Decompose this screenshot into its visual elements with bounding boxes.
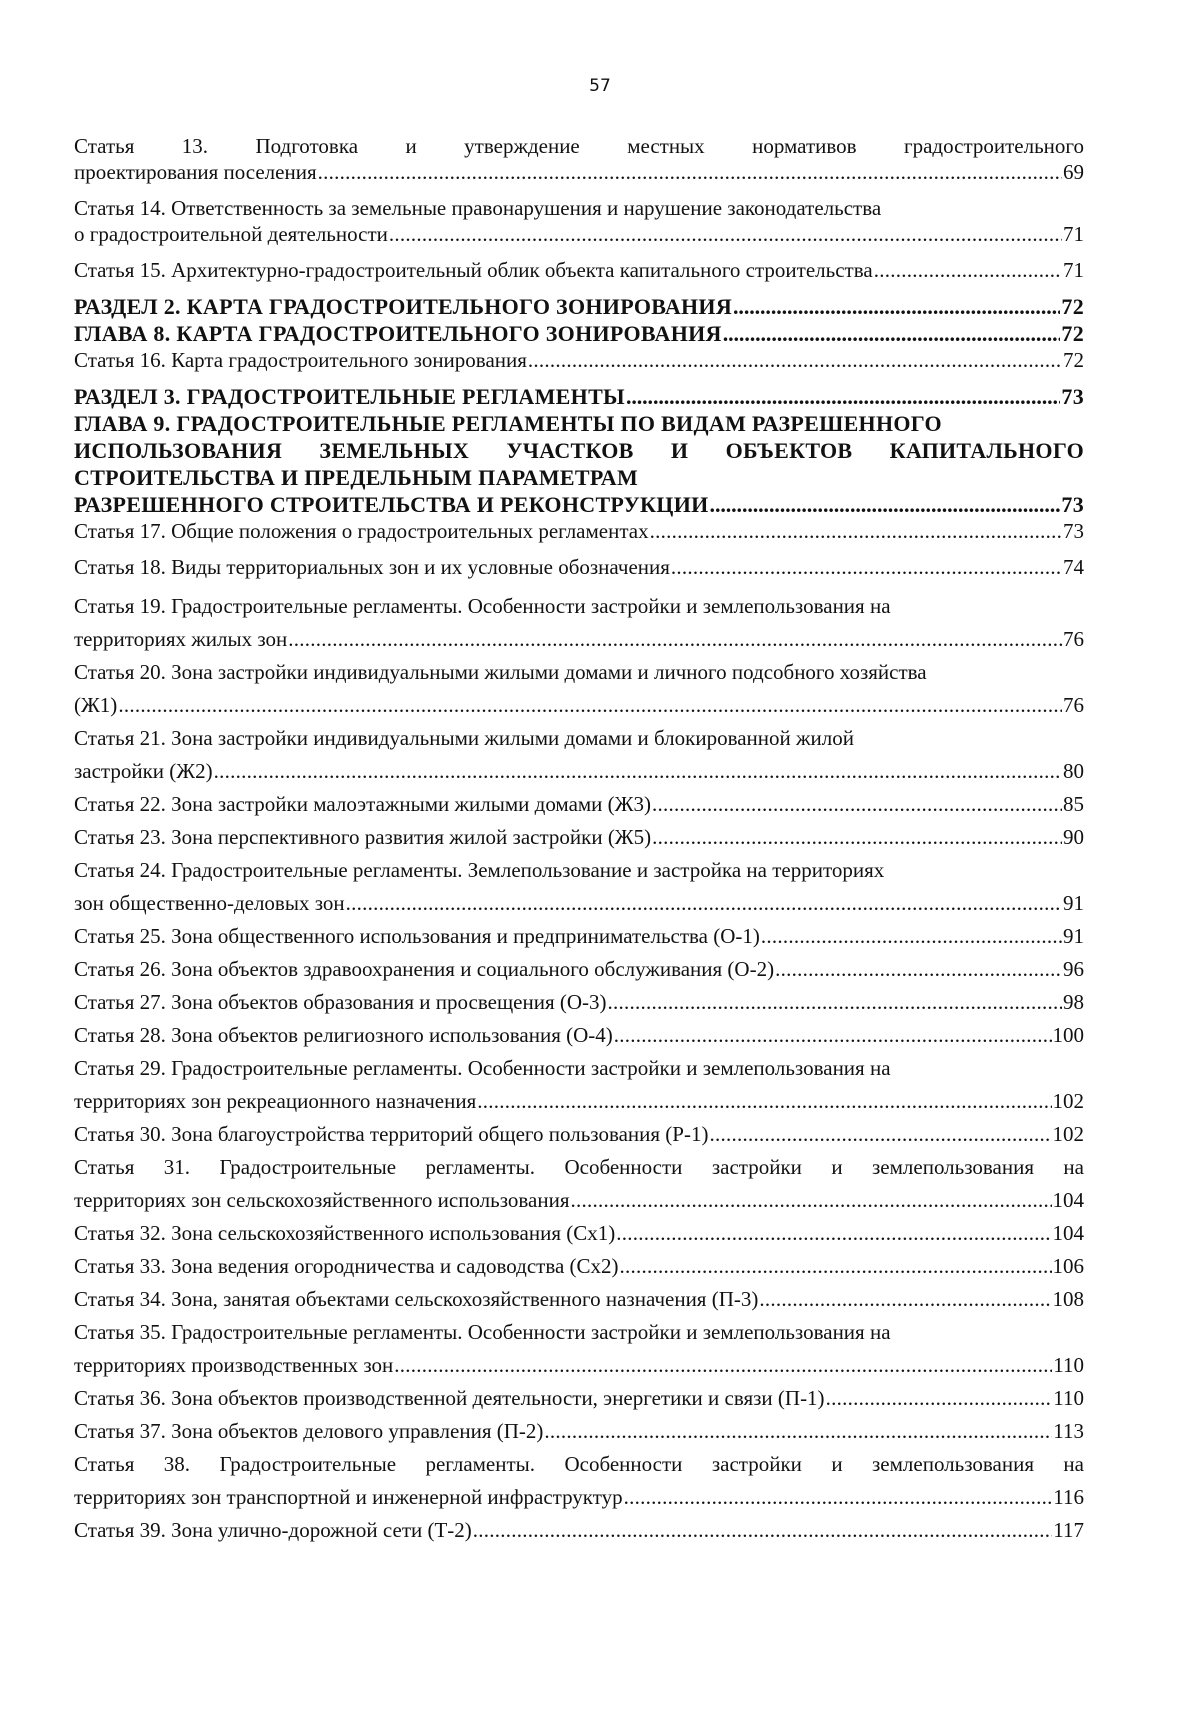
- toc-entry-title: застройки (Ж2): [74, 759, 213, 783]
- toc-entry-title-line: Статья 35. Градостроительные регламенты. Особенности застройки и землепользования на: [74, 1320, 891, 1344]
- toc-entry[interactable]: [74, 518, 1084, 544]
- toc-entry-title: Статья 33. Зона ведения огородничества и садоводства (Сх2): [74, 1254, 619, 1278]
- dot-leader: [346, 887, 1062, 920]
- toc-entry-title-line: Статья 21. Зона застройки индивидуальными жилыми домами и блокированной жилой: [74, 726, 854, 750]
- toc-entry-title: Статья 23. Зона перспективного развития жилой застройки (Ж5): [74, 825, 652, 849]
- toc-entry[interactable]: [74, 195, 1084, 247]
- toc-entry[interactable]: [74, 1415, 1084, 1448]
- toc-page-number: 108: [1052, 1287, 1084, 1311]
- table-of-contents: [74, 133, 1084, 1547]
- toc-entry-title-line: Статья 38. Градостроительные регламенты. Особенности застройки и землепользования на: [74, 1452, 1084, 1476]
- toc-entry-title-line: Статья 24. Градостроительные регламенты. Землепользование и застройка на территориях: [74, 858, 885, 882]
- toc-entry-title: Статья 15. Архитектурно-градостроительный облик объекта капитального строительства: [74, 258, 873, 282]
- toc-entry-title-line: Статья 29. Градостроительные регламенты. Особенности застройки и землепользования на: [74, 1056, 891, 1080]
- toc-entry[interactable]: [74, 722, 1084, 788]
- toc-entry[interactable]: [74, 1250, 1084, 1283]
- toc-entry[interactable]: [74, 1019, 1084, 1052]
- dot-leader: [571, 1184, 1052, 1217]
- dot-leader: [775, 953, 1062, 986]
- toc-entry-title: Статья 34. Зона, занятая объектами сельскохозяйственного назначения (П-3): [74, 1287, 759, 1311]
- dot-leader: [671, 554, 1062, 580]
- toc-entry-title-line: Статья 31. Градостроительные регламенты. Особенности застройки и землепользования на: [74, 1155, 1084, 1179]
- toc-page-number: 110: [1053, 1386, 1084, 1410]
- dot-leader: [473, 1514, 1052, 1547]
- toc-entry-title: Статья 25. Зона общественного использования и предпринимательства (О-1): [74, 924, 760, 948]
- toc-entry[interactable]: [74, 953, 1084, 986]
- dot-leader: [477, 1085, 1051, 1118]
- toc-page-number: 76: [1063, 693, 1084, 717]
- page-number: 57: [589, 76, 611, 96]
- toc-entry-title: зон общественно-деловых зон: [74, 891, 345, 915]
- toc-section-heading[interactable]: [74, 383, 1084, 410]
- dot-leader: [318, 159, 1062, 185]
- toc-entry[interactable]: [74, 590, 1084, 656]
- toc-page-number: 73: [1061, 384, 1084, 409]
- dot-leader: [723, 320, 1061, 347]
- toc-articles-block: [74, 590, 1084, 1547]
- toc-entry-title: Статья 39. Зона улично-дорожной сети (Т-2): [74, 1518, 472, 1542]
- dot-leader: [759, 1283, 1051, 1316]
- toc-entry-title: проектирования поселения: [74, 160, 317, 184]
- toc-entry[interactable]: [74, 1382, 1084, 1415]
- toc-entry[interactable]: [74, 788, 1084, 821]
- dot-leader: [389, 221, 1062, 247]
- toc-page-number: 104: [1052, 1188, 1084, 1212]
- toc-page-number: 73: [1063, 519, 1084, 543]
- toc-page-number: 71: [1063, 258, 1084, 282]
- toc-page-number: 71: [1063, 222, 1084, 246]
- toc-entry-title: Статья 17. Общие положения о градостроительных регламентах: [74, 519, 649, 543]
- toc-entry[interactable]: [74, 1217, 1084, 1250]
- toc-entry[interactable]: [74, 656, 1084, 722]
- dot-leader: [874, 257, 1062, 283]
- dot-leader: [761, 920, 1062, 953]
- dot-leader: [118, 689, 1062, 722]
- toc-page-number: 72: [1061, 294, 1084, 319]
- toc-entry-title: Статья 36. Зона объектов производственной деятельности, энергетики и связи (П-1): [74, 1386, 825, 1410]
- dot-leader: [652, 788, 1062, 821]
- toc-entry[interactable]: [74, 1118, 1084, 1151]
- toc-page-number: 113: [1053, 1419, 1084, 1443]
- dot-leader: [710, 491, 1061, 518]
- dot-leader: [626, 383, 1060, 410]
- toc-page-number: 117: [1053, 1518, 1084, 1542]
- toc-entry-title-line: Статья 19. Градостроительные регламенты. Особенности застройки и землепользования на: [74, 594, 891, 618]
- toc-page-number: 76: [1063, 627, 1084, 651]
- toc-entry-title: территориях зон рекреационного назначения: [74, 1089, 477, 1113]
- toc-page-number: 102: [1052, 1089, 1084, 1113]
- dot-leader: [214, 755, 1062, 788]
- toc-entry[interactable]: [74, 854, 1084, 920]
- toc-entry[interactable]: [74, 133, 1084, 185]
- toc-page-number: 72: [1063, 348, 1084, 372]
- toc-entry-title: РАЗРЕШЕННОГО СТРОИТЕЛЬСТВА И РЕКОНСТРУКЦИИ: [74, 492, 709, 517]
- dot-leader: [608, 986, 1063, 1019]
- toc-entry-title: Статья 26. Зона объектов здравоохранения и социального обслуживания (О-2): [74, 957, 775, 981]
- toc-entry-title: Статья 37. Зона объектов делового управления (П-2): [74, 1419, 544, 1443]
- toc-entry[interactable]: [74, 1151, 1084, 1217]
- toc-entry-title: Статья 28. Зона объектов религиозного использования (О-4): [74, 1023, 613, 1047]
- toc-entry[interactable]: [74, 821, 1084, 854]
- toc-entry-title: ГЛАВА 8. КАРТА ГРАДОСТРОИТЕЛЬНОГО ЗОНИРОВАНИЯ: [74, 321, 722, 346]
- toc-entry-title: территориях зон сельскохозяйственного использования: [74, 1188, 570, 1212]
- toc-chapter-heading[interactable]: [74, 410, 1084, 518]
- toc-page-number: 102: [1052, 1122, 1084, 1146]
- toc-entry-title: Статья 32. Зона сельскохозяйственного использования (Сх1): [74, 1221, 616, 1245]
- toc-entry[interactable]: [74, 257, 1084, 283]
- toc-page-number: 116: [1053, 1485, 1084, 1509]
- toc-page-number: 98: [1063, 990, 1084, 1014]
- toc-entry[interactable]: [74, 920, 1084, 953]
- toc-section-heading[interactable]: [74, 293, 1084, 320]
- toc-page-number: 74: [1063, 555, 1084, 579]
- toc-chapter-heading[interactable]: [74, 320, 1084, 347]
- toc-entry-title: Статья 30. Зона благоустройства территорий общего пользования (Р-1): [74, 1122, 709, 1146]
- toc-entry-title-line: СТРОИТЕЛЬСТВА И ПРЕДЕЛЬНЫМ ПАРАМЕТРАМ: [74, 465, 639, 490]
- toc-entry-title-line: Статья 14. Ответственность за земельные правонарушения и нарушение законодательства: [74, 196, 882, 220]
- toc-entry[interactable]: [74, 1283, 1084, 1316]
- dot-leader: [544, 1415, 1052, 1448]
- toc-entry-title: РАЗДЕЛ 2. КАРТА ГРАДОСТРОИТЕЛЬНОГО ЗОНИРОВАНИЯ: [74, 294, 733, 319]
- toc-entry-title: территориях жилых зон: [74, 627, 288, 651]
- toc-entry-title: Статья 27. Зона объектов образования и просвещения (О-3): [74, 990, 607, 1014]
- toc-entry-title: Статья 16. Карта градостроительного зонирования: [74, 348, 527, 372]
- dot-leader: [826, 1382, 1053, 1415]
- toc-page-number: 85: [1063, 792, 1084, 816]
- dot-leader: [652, 821, 1062, 854]
- toc-entry-title: территориях зон транспортной и инженерной инфраструктур: [74, 1485, 623, 1509]
- dot-leader: [288, 623, 1062, 656]
- toc-page-number: 91: [1063, 891, 1084, 915]
- toc-entry-title-line: ИСПОЛЬЗОВАНИЯ ЗЕМЕЛЬНЫХ УЧАСТКОВ И ОБЪЕКТОВ КАПИТАЛЬНОГО: [74, 438, 1084, 463]
- toc-entry-title-line: Статья 13. Подготовка и утверждение местных нормативов градостроительного: [74, 134, 1084, 158]
- toc-page-number: 104: [1052, 1221, 1084, 1245]
- toc-entry-title-line: ГЛАВА 9. ГРАДОСТРОИТЕЛЬНЫЕ РЕГЛАМЕНТЫ ПО ВИДАМ РАЗРЕШЕННОГО: [74, 411, 942, 436]
- toc-page-number: 73: [1061, 492, 1084, 517]
- toc-entry-title-line: Статья 20. Зона застройки индивидуальными жилыми домами и личного подсобного хозяйства: [74, 660, 927, 684]
- toc-entry[interactable]: [74, 1514, 1084, 1547]
- toc-page-number: 96: [1063, 957, 1084, 981]
- toc-entry[interactable]: [74, 554, 1084, 580]
- toc-entry-title: территориях производственных зон: [74, 1353, 394, 1377]
- toc-page-number: 90: [1063, 825, 1084, 849]
- toc-entry-title: Статья 18. Виды территориальных зон и их условные обозначения: [74, 555, 670, 579]
- toc-page-number: 110: [1053, 1353, 1084, 1377]
- toc-entry[interactable]: [74, 1052, 1084, 1118]
- dot-leader: [624, 1481, 1053, 1514]
- toc-entry-title: РАЗДЕЛ 3. ГРАДОСТРОИТЕЛЬНЫЕ РЕГЛАМЕНТЫ: [74, 384, 625, 409]
- toc-entry-title: Статья 22. Зона застройки малоэтажными жилыми домами (Ж3): [74, 792, 651, 816]
- toc-entry[interactable]: [74, 347, 1084, 373]
- toc-page-number: 91: [1063, 924, 1084, 948]
- dot-leader: [650, 518, 1062, 544]
- dot-leader: [709, 1118, 1051, 1151]
- toc-entry[interactable]: [74, 1316, 1084, 1382]
- dot-leader: [616, 1217, 1051, 1250]
- toc-page-number: 80: [1063, 759, 1084, 783]
- toc-entry-title: (Ж1): [74, 693, 118, 717]
- toc-page-number: 106: [1052, 1254, 1084, 1278]
- dot-leader: [528, 347, 1062, 373]
- toc-entry-title: о градостроительной деятельности: [74, 222, 388, 246]
- toc-entry[interactable]: [74, 1448, 1084, 1514]
- toc-page-number: 69: [1063, 160, 1084, 184]
- toc-page-number: 72: [1061, 321, 1084, 346]
- dot-leader: [620, 1250, 1052, 1283]
- dot-leader: [733, 293, 1060, 320]
- toc-entry[interactable]: [74, 986, 1084, 1019]
- toc-page-number: 100: [1052, 1023, 1084, 1047]
- dot-leader: [394, 1349, 1052, 1382]
- dot-leader: [614, 1019, 1052, 1052]
